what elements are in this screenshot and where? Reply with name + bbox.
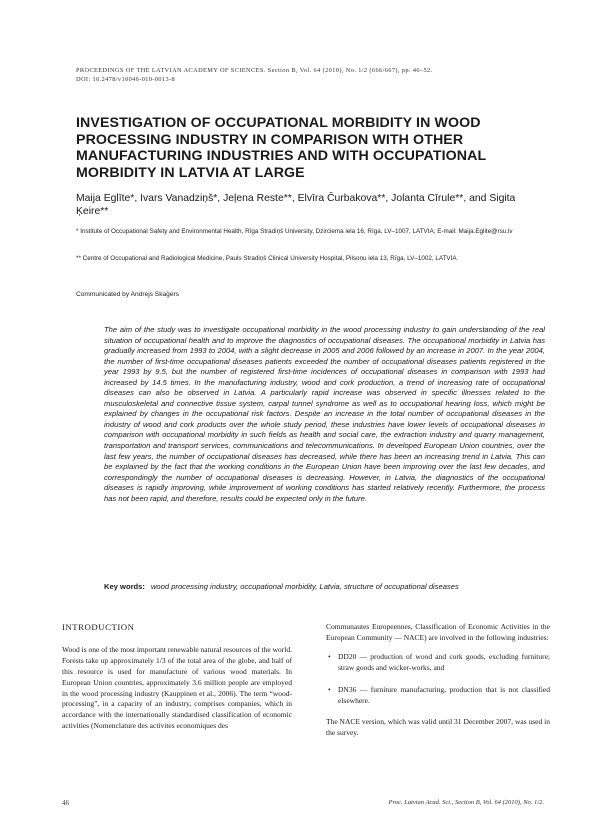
page-number: 46 (62, 799, 69, 807)
doi-line: DOI: 10.2478/v10046-010-0013-8 (76, 76, 176, 83)
section-heading: INTRODUCTION (62, 622, 135, 632)
journal-line: PROCEEDINGS OF THE LATVIAN ACADEMY OF SCIENCES. Section B, Vol. 64 (2010), No. 1/2 (666/667), pp. 46–52. (76, 67, 433, 74)
author-list: Maija Eglīte*, Ivars Vanadziņš*, Jeļena Reste**, Elvīra Čurbakova**, Jolanta Cīrule**, and Sigita Ķeire** (76, 193, 516, 217)
list-item (326, 685, 550, 707)
keywords (104, 582, 545, 593)
bullet-icon: • (328, 684, 331, 694)
keywords-label: Key words: (104, 582, 145, 591)
keywords-text: wood processing industry, occupational morbidity, Latvia, structure of occupational diseases (150, 582, 459, 591)
affiliation-1: * Institute of Occupational Safety and Environmental Health, Rīga Stradiņš University, Dzirciema iela 16, Rīga, LV–1007, LATVIA; E-mail: Maija.Eglite@rsu.lv (76, 228, 513, 235)
abstract: The aim of the study was to investigate occupational morbidity in the wood processing industry to gain understanding of the real situation of occupational health and to improve the diagnostics of occupational diseases. The occupational morbidity in Latvia has gradually increased from 1993 to 2004, with a slight decrease in 2005 and 2006 followed by an increase in 2007. In the year 2004, the number of first-time occupational diseases patients exceeded the number of occupational diseases patients registered in the year 1993 by 9.5, but the number of registered first-time incidences of occupational diseases in comparison with 1993 had increased by 14.5 times. In the manufacturing industry, wood and cork production, a trend of increasing rate of occupational diseases can also be observed in Latvia. A particularly rapid increase was observed in specific illnesses related to the musculoskeletal and connective tissue system, carpal tunnel syndrome as well as to occupational hearing loss, which might be explained by changes in the occupational risk factors. Despite an increase in the total number of occupational diseases in the industry of wood and cork products over the whole study period, these industries have lower levels of occupational diseases in comparison with occupational morbidity in such fields as health and social care, the extraction industry and quarry management, transportation and transport services, communications and telecommunications. In developed European Union countries, over the last few years, the number of occupational diseases has decreased, while there has been an increasing trend in Latvia. This can be explained by the fact that the working conditions in the European Union have been improving over the last few decades, and correspondingly the number of occupational diseases is decreasing. However, in Latvia, the diagnostics of the occupational diseases is rapidly improving, while improvement of working conditions has started relatively recently. Furthermore, the process has not been rapid, and therefore, results could be expected only in the future. (104, 325, 545, 503)
nace-closing: The NACE version, which was valid until 31 December 2007, was used in the survey. (326, 717, 550, 738)
list-item (326, 652, 550, 674)
intro-paragraph: Wood is one of the most important renewable natural resources of the world. Forests take up approximately 1/3 of the total area of the globe, and half of this resource is used for manufacture of various wood materials. In European Union countries, approximately 3.6 million people are employed in the wood processing industry (Kauppinen et al., 2006). The term “wood-processing”, in a capacity of an industry, comprises companies, which in accordance with the internationally standardised classification of economic activities (Nomenclature des activites economiques des (62, 644, 292, 731)
bullet-icon: • (328, 651, 331, 661)
left-column (62, 622, 292, 732)
list-item-text: DN36 — furniture manufacturing, production that is not classified elsewhere. (338, 684, 550, 705)
running-head (76, 66, 546, 84)
industry-list (326, 652, 550, 707)
right-column (326, 622, 550, 739)
journal-reference: Proc. Latvian Acad. Sci., Section B, Vol. 64 (2010), No. 1/2. (388, 799, 544, 806)
list-item-text: DD20 — production of wood and cork goods, excluding furniture; straw goods and wicker-works, and (338, 651, 550, 672)
affiliation-2: ** Centre of Occupational and Radiological Medicine, Pauls Stradiņš Clinical University Hospital, Pilsoņu iela 13, Rīga, LV–1002, LATVIA (76, 255, 457, 262)
paper-title: INVESTIGATION OF OCCUPATIONAL MORBIDITY IN WOOD PROCESSING INDUSTRY IN COMPARISON WITH OTHER MANUFACTURING INDUSTRIES AND WITH OCCUPATIONAL MORBIDITY IN LATVIA AT LARGE (76, 115, 486, 181)
nace-intro: Communautes Europeennes, Classification of Economic Activities in the European Community — NACE) are involved in the following industries: (326, 622, 550, 642)
communicated-by: Communicated by Andrejs Skaģers (76, 291, 179, 298)
